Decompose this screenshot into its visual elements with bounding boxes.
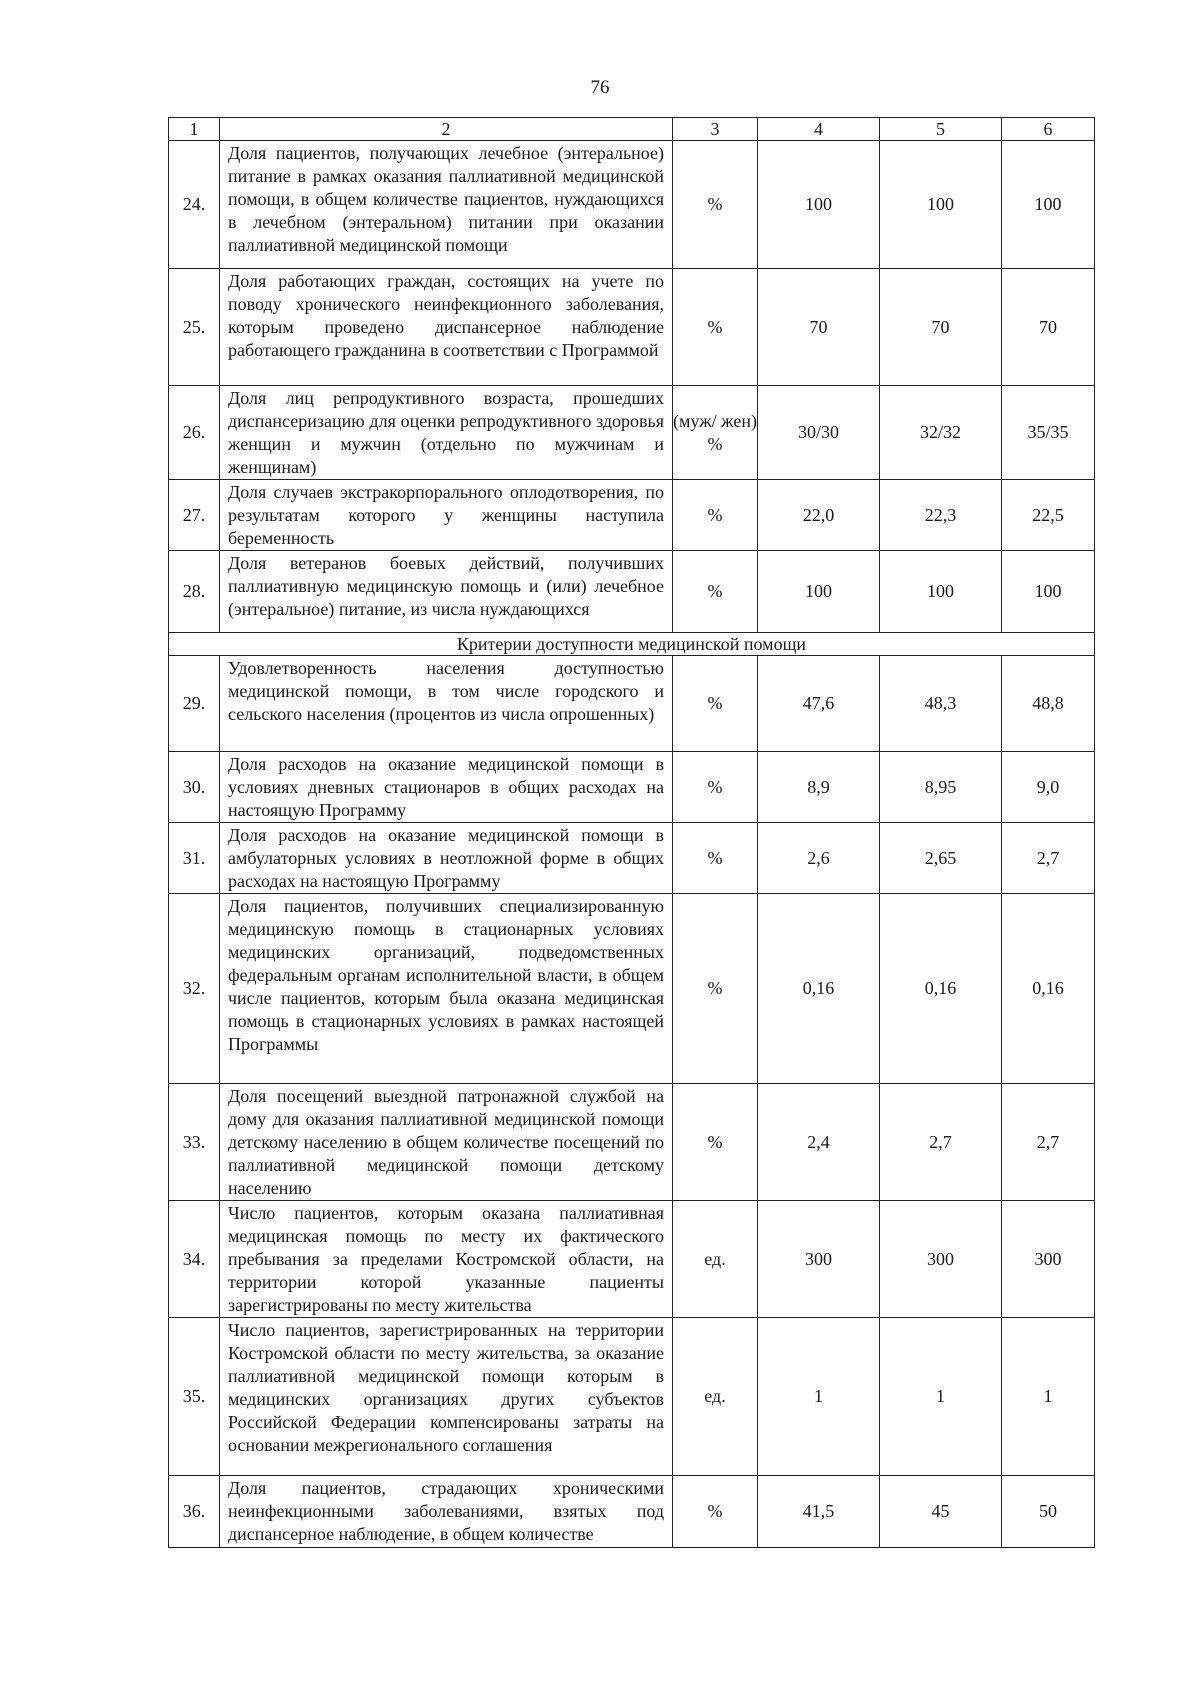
table-row	[169, 1201, 1095, 1318]
unit-cell: ед.	[673, 1201, 758, 1318]
value-cell: 1	[758, 1318, 880, 1476]
row-number: 35.	[169, 1318, 220, 1476]
table-row	[169, 1318, 1095, 1476]
value-cell: 0,16	[1002, 894, 1095, 1084]
table-row	[169, 894, 1095, 1084]
value-cell: 9,0	[1002, 752, 1095, 823]
value-cell: 70	[880, 269, 1002, 386]
row-number: 24.	[169, 141, 220, 269]
row-number: 25.	[169, 269, 220, 386]
unit-cell: %	[673, 823, 758, 894]
header-cell: 6	[1002, 118, 1095, 141]
indicator-name: Число пациентов, которым оказана паллиативная медицинская помощь по месту их фактического пребывания за пределами Костромской области, на территории которой указанные пациенты зарегистрированы по месту жительства	[220, 1201, 673, 1318]
value-cell: 70	[1002, 269, 1095, 386]
value-cell: 100	[758, 141, 880, 269]
value-cell: 100	[1002, 551, 1095, 633]
table-row	[169, 1084, 1095, 1201]
header-cell: 4	[758, 118, 880, 141]
value-cell: 22,3	[880, 480, 1002, 551]
row-number: 36.	[169, 1476, 220, 1548]
unit-cell: %	[673, 752, 758, 823]
value-cell: 48,8	[1002, 656, 1095, 752]
value-cell: 2,7	[880, 1084, 1002, 1201]
header-cell: 3	[673, 118, 758, 141]
row-number: 34.	[169, 1201, 220, 1318]
header-cell: 2	[220, 118, 673, 141]
unit-cell: %	[673, 894, 758, 1084]
row-number: 28.	[169, 551, 220, 633]
indicator-name: Доля пациентов, получивших специализированную медицинскую помощь в стационарных условиях медицинских организаций, подведомственных федеральным органам исполнительной власти, в общем числе пациентов, которым была оказана медицинская помощь в стационарных условиях в рамках настоящей Программы	[220, 894, 673, 1084]
unit-cell: %	[673, 1084, 758, 1201]
value-cell: 100	[880, 141, 1002, 269]
unit-cell: %	[673, 551, 758, 633]
row-number: 32.	[169, 894, 220, 1084]
table-row	[169, 551, 1095, 633]
value-cell: 1	[880, 1318, 1002, 1476]
table-row	[169, 823, 1095, 894]
value-cell: 50	[1002, 1476, 1095, 1548]
value-cell: 32/32	[880, 386, 1002, 480]
unit-cell: %	[673, 480, 758, 551]
value-cell: 300	[1002, 1201, 1095, 1318]
section-row	[169, 633, 1095, 656]
value-cell: 100	[880, 551, 1002, 633]
unit-cell: %	[673, 269, 758, 386]
row-number: 30.	[169, 752, 220, 823]
header-cell: 5	[880, 118, 1002, 141]
row-number: 26.	[169, 386, 220, 480]
page-number: 76	[590, 77, 610, 98]
indicator-name: Доля случаев экстракорпорального оплодотворения, по результатам которого у женщины наступила беременность	[220, 480, 673, 551]
indicator-name: Доля лиц репродуктивного возраста, прошедших диспансеризацию для оценки репродуктивного здоровья женщин и мужчин (отдельно по мужчинам и женщинам)	[220, 386, 673, 480]
value-cell: 2,6	[758, 823, 880, 894]
value-cell: 45	[880, 1476, 1002, 1548]
indicator-name: Доля расходов на оказание медицинской помощи в условиях дневных стационаров в общих расходах на настоящую Программу	[220, 752, 673, 823]
unit-cell: ед.	[673, 1318, 758, 1476]
unit-cell: %	[673, 1476, 758, 1548]
table-row	[169, 752, 1095, 823]
indicator-name: Доля посещений выездной патронажной службой на дому для оказания паллиативной медицинской помощи детскому населению в общем количестве посещений по паллиативной медицинской помощи детскому населению	[220, 1084, 673, 1201]
row-number: 33.	[169, 1084, 220, 1201]
value-cell: 100	[1002, 141, 1095, 269]
value-cell: 48,3	[880, 656, 1002, 752]
value-cell: 2,7	[1002, 1084, 1095, 1201]
value-cell: 0,16	[758, 894, 880, 1084]
value-cell: 8,95	[880, 752, 1002, 823]
table-row	[169, 386, 1095, 480]
table-row	[169, 269, 1095, 386]
unit-cell: %	[673, 656, 758, 752]
value-cell: 70	[758, 269, 880, 386]
indicator-name: Доля ветеранов боевых действий, получивших паллиативную медицинскую помощь и (или) лечебное (энтеральное) питание, из числа нуждающихся	[220, 551, 673, 633]
row-number: 31.	[169, 823, 220, 894]
value-cell: 35/35	[1002, 386, 1095, 480]
unit-cell: (муж/ жен) %	[673, 386, 758, 480]
value-cell: 300	[758, 1201, 880, 1318]
indicator-name: Доля пациентов, страдающих хроническими неинфекционными заболеваниями, взятых под диспансерное наблюдение, в общем количестве	[220, 1476, 673, 1548]
value-cell: 30/30	[758, 386, 880, 480]
unit-cell: %	[673, 141, 758, 269]
value-cell: 0,16	[880, 894, 1002, 1084]
header-cell: 1	[169, 118, 220, 141]
value-cell: 100	[758, 551, 880, 633]
table-row	[169, 480, 1095, 551]
value-cell: 1	[1002, 1318, 1095, 1476]
indicator-name: Удовлетворенность населения доступностью медицинской помощи, в том числе городского и сельского населения (процентов из числа опрошенных)	[220, 656, 673, 752]
value-cell: 2,7	[1002, 823, 1095, 894]
row-number: 27.	[169, 480, 220, 551]
value-cell: 22,5	[1002, 480, 1095, 551]
value-cell: 41,5	[758, 1476, 880, 1548]
value-cell: 300	[880, 1201, 1002, 1318]
section-title: Критерии доступности медицинской помощи	[169, 633, 1095, 656]
value-cell: 47,6	[758, 656, 880, 752]
indicator-name: Число пациентов, зарегистрированных на территории Костромской области по месту жительства, за оказание паллиативной медицинской помощи которым в медицинских организациях других субъектов Российской Федерации компенсированы затраты на основании межрегионального соглашения	[220, 1318, 673, 1476]
header-row	[169, 118, 1095, 141]
value-cell: 2,65	[880, 823, 1002, 894]
indicator-name: Доля работающих граждан, состоящих на учете по поводу хронического неинфекционного заболевания, которым проведено диспансерное наблюдение работающего гражданина в соответствии с Программой	[220, 269, 673, 386]
value-cell: 2,4	[758, 1084, 880, 1201]
value-cell: 22,0	[758, 480, 880, 551]
indicator-name: Доля пациентов, получающих лечебное (энтеральное) питание в рамках оказания паллиативной медицинской помощи, в общем количестве пациентов, нуждающихся в лечебном (энтеральном) питании при оказании паллиативной медицинской помощи	[220, 141, 673, 269]
value-cell: 8,9	[758, 752, 880, 823]
table-row	[169, 656, 1095, 752]
indicators-table	[168, 117, 1095, 1548]
table-row	[169, 141, 1095, 269]
indicator-name: Доля расходов на оказание медицинской помощи в амбулаторных условиях в неотложной форме в общих расходах на настоящую Программу	[220, 823, 673, 894]
row-number: 29.	[169, 656, 220, 752]
table-row	[169, 1476, 1095, 1548]
